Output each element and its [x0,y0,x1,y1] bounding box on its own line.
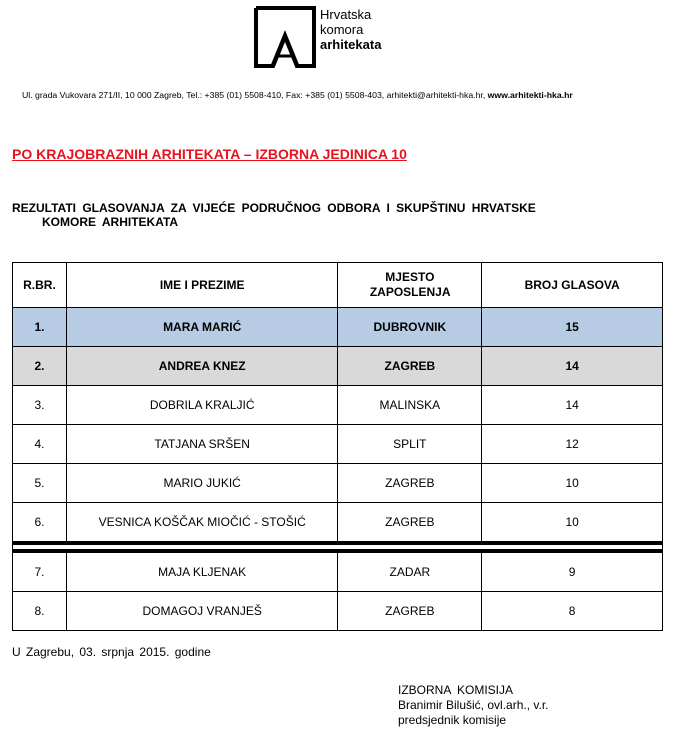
row-votes: 15 [482,308,663,347]
row-name: TATJANA SRŠEN [66,425,337,464]
signer-name: Branimir Bilušić, ovl.arh., v.r. [398,698,549,712]
row-number: 6. [13,503,67,544]
col-header-votes: BROJ GLASOVA [482,263,663,308]
row-place: ZAGREB [338,503,482,544]
results-table [12,262,663,631]
row-place: SPLIT [338,425,482,464]
row-number: 1. [13,308,67,347]
results-subtitle [12,201,536,229]
logo-line-3: arhitekata [320,37,382,52]
separator-cell [13,543,663,551]
col-header-name: IME I PREZIME [66,263,337,308]
row-number: 3. [13,386,67,425]
row-place: ZAGREB [338,464,482,503]
row-votes: 14 [482,386,663,425]
col-header-place [338,263,482,308]
table-row [13,347,663,386]
row-name: DOBRILA KRALJIĆ [66,386,337,425]
committee-title: IZBORNA KOMISIJA [398,683,514,697]
row-name: MAJA KLJENAK [66,551,337,592]
row-votes: 14 [482,347,663,386]
row-name: VESNICA KOŠČAK MIOČIĆ - STOŠIĆ [66,503,337,544]
table-separator [13,543,663,551]
row-number: 4. [13,425,67,464]
table-row [13,592,663,631]
row-number: 8. [13,592,67,631]
signature-block [398,683,548,728]
logo-line-1: Hrvatska [320,7,372,22]
row-votes: 9 [482,551,663,592]
website-link[interactable]: www.arhitekti-hka.hr [487,90,573,100]
row-name: MARA MARIĆ [66,308,337,347]
col-header-number: R.BR. [13,263,67,308]
place-date: U Zagrebu, 03. srpnja 2015. godine [12,645,211,659]
subtitle-line-1: REZULTATI GLASOVANJA ZA VIJEĆE PODRUČNOG ODBORA I SKUPŠTINU HRVATSKE [12,201,536,215]
subtitle-line-2: KOMORE ARHITEKATA [42,215,179,229]
row-number: 5. [13,464,67,503]
page-title: PO KRAJOBRAZNIH ARHITEKATA – IZBORNA JEDINICA 10 [12,146,407,162]
logo-line-2: komora [320,22,364,37]
table-row [13,386,663,425]
table-row [13,503,663,544]
row-name: ANDREA KNEZ [66,347,337,386]
row-place: DUBROVNIK [338,308,482,347]
row-place: MALINSKA [338,386,482,425]
table-header-row [13,263,663,308]
row-votes: 10 [482,464,663,503]
table-row [13,425,663,464]
signer-role: predsjednik komisije [398,713,507,727]
col-header-place-text: MJESTO ZAPOSLENJA [369,270,451,299]
row-name: DOMAGOJ VRANJEŠ [66,592,337,631]
row-number: 7. [13,551,67,592]
row-votes: 12 [482,425,663,464]
address-text: Ul. grada Vukovara 271/II, 10 000 Zagreb, Tel.: +385 (01) 5508-410, Fax: +385 (01) 5508-403, arhitekti@arhitekti-hka.hr, [22,90,488,100]
table-row [13,551,663,592]
table-row [13,308,663,347]
row-place: ZADAR [338,551,482,592]
logo-wordmark [320,7,381,52]
row-place: ZAGREB [338,592,482,631]
row-votes: 8 [482,592,663,631]
hka-logo-icon [254,6,316,68]
row-place: ZAGREB [338,347,482,386]
address-line [22,90,573,100]
row-votes: 10 [482,503,663,544]
table-row [13,464,663,503]
row-name: MARIO JUKIĆ [66,464,337,503]
row-number: 2. [13,347,67,386]
